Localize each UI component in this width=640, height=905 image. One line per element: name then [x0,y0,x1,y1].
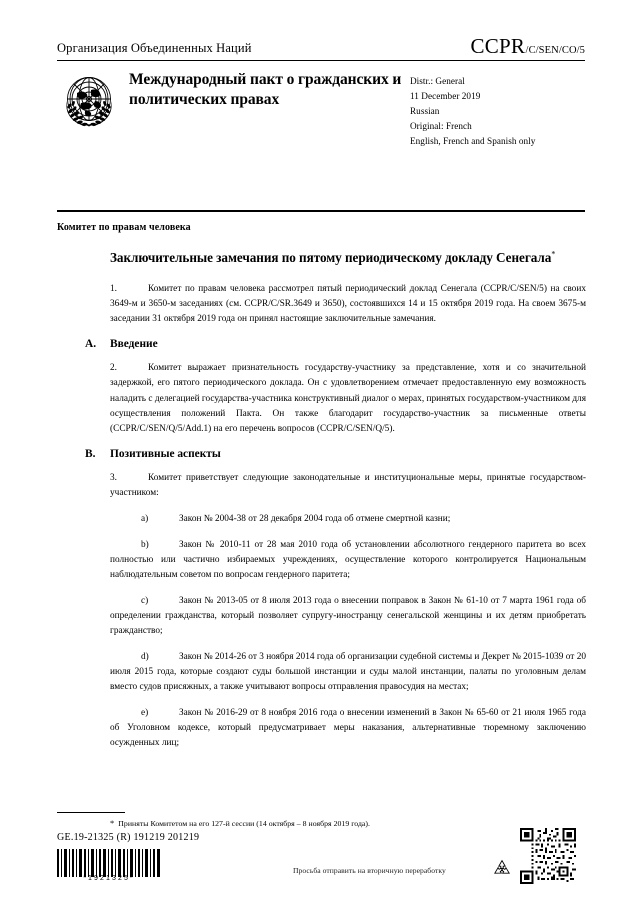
list-item [110,706,586,751]
paragraph-number: 1. [110,284,117,295]
list-item [110,594,586,639]
distribution-date: 11 December 2019 [410,90,481,101]
paragraph-3 [110,471,586,501]
list-item-text: Закон № 2014-26 от 3 ноября 2014 года об организации судебной системы и Декрет № 2015-1039 от 20 июля 2015 года, которые создают суды большой инстанции и суды малой инстанции, палаты по уголовным делам вместо судов присяжных, а также учитывают вопросы отправления правосудия на местах; [110,652,586,693]
barcode [57,849,161,877]
document-symbol-suffix: /C/SEN/CO/5 [525,45,585,56]
masthead-row [57,36,585,57]
distribution-type: Distr.: General [410,76,465,86]
paragraph-1 [110,282,586,327]
document-title: Международный пакт о гражданских и политических правах [129,71,402,109]
page-title [110,248,586,267]
masthead-rule [57,60,585,61]
document-title-block [121,68,410,149]
recycle-icon [492,858,512,878]
title-band [57,68,585,149]
footnote-star: * [110,818,115,828]
section-title-a: Введение [110,338,158,351]
footnote-separator [57,812,125,813]
document-symbol [471,36,585,57]
list-item-text: Закон № 2013-05 от 8 июля 2013 года о внесении поправок в Закон № 61-10 от 7 марта 1961 года об определении гражданства, который позволяет супругу-иностранцу сенегальской женщины и их детям приобретать гражданство; [110,595,586,637]
list-item [110,650,586,695]
recycle-note: Просьба отправить на вторичную переработку [293,866,446,875]
section-heading-b [85,448,586,460]
list-item-text: Закон № 2004-38 от 28 декабря 2004 года об отмене смертной казни; [179,513,451,524]
organization-name: Организация Объединенных Наций [57,41,252,56]
distribution-language: Russian [410,105,440,116]
list-item-label: d) [141,652,149,663]
footnote-marker: * [551,249,556,259]
footnote-text: Приняты Комитетом на его 127-й сессии (14 октября – 8 ноября 2019 года). [118,819,371,828]
list-item-label: e) [141,708,149,719]
paragraph-text: Комитет выражает признательность государству-участнику за представление, хотя и со значительной задержкой, его пятого периодического доклада. Он с удовлетворением отмечает предоставленную ему возможность наладить с делегацией государства-участника конструктивный диалог о мерах, принятых государством-участником для осуществления положений Пакта. Он также благодарит государство-участник за письменные ответы (CCPR/C/SEN/Q/5/Add.1) на его перечень вопросов (CCPR/C/SEN/Q/5). [110,363,586,434]
list-item [110,512,586,527]
ge-document-code: GE.19-21325 (R) 191219 201219 [57,832,200,843]
qr-code [520,828,576,884]
un-emblem-icon [57,70,121,134]
distribution-languages-only: English, French and Spanish only [410,135,536,146]
document-symbol-main: CCPR [470,34,526,58]
section-letter-b: B. [85,447,96,460]
list-item-text: Закон № 2016-29 от 8 ноября 2016 года о внесении изменений в Закон № 65-60 от 21 июля 1965 года об Уголовном кодексе, который предусматривает меры наказания, альтернативные тюремному заключению осужденных лиц; [110,708,586,749]
page-title-text: Заключительные замечания по пятому периодическому докладу Сенегала [110,250,552,265]
document-body [85,248,586,762]
paragraph-text: Комитет по правам человека рассмотрел пятый периодический доклад Сенегала (CCPR/C/SEN/5) на своих 3649-м и 3650-м заседаниях (см. CCPR/C/SR.3649 и 3650), состоявшихся 14 и 15 октября 2019 года. На своем 3675-м заседании 31 октября 2019 года он принял настоящие заключительные замечания. [110,284,586,325]
footnote [110,818,580,830]
paragraph-2 [110,361,586,436]
header-separator-rule [57,210,585,212]
list-item-label: c) [141,595,149,606]
paragraph-number: 3. [110,472,117,483]
paragraph-text: Комитет приветствует следующие законодательные и институциональные меры, принятые государством-участником: [110,472,586,498]
list-item-label: a) [141,513,149,524]
list-item-label: b) [141,539,149,550]
section-heading-a [85,338,586,350]
list-item-text: Закон № 2010-11 от 28 мая 2010 года об установлении абсолютного гендерного паритета во всех полностью или частично избираемых учреждениях, осуществление которого контролируется Национальным наблюдательным советом по вопросам гендерного паритета; [110,539,586,580]
section-letter-a: A. [85,338,97,351]
list-item [110,538,586,583]
distribution-original: Original: French [410,120,472,131]
barcode-digits: *1921325* [83,875,135,882]
section-title-b: Позитивные аспекты [110,447,221,460]
distribution-block [410,68,585,149]
committee-name: Комитет по правам человека [57,222,191,233]
paragraph-number: 2. [110,363,117,374]
masthead [57,36,585,61]
